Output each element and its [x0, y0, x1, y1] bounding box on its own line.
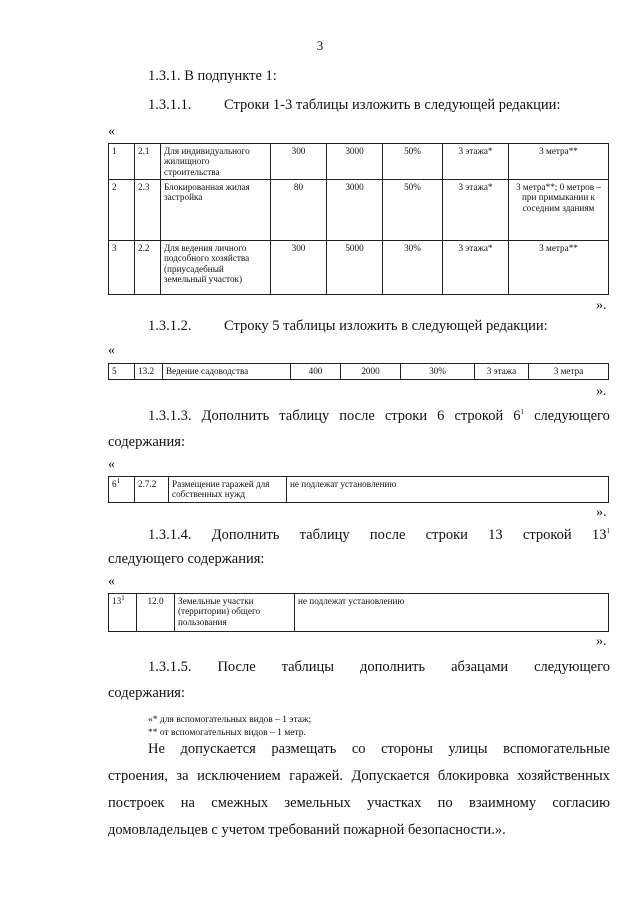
open-quote: « — [108, 343, 115, 358]
cell-max-area: 3000 — [327, 144, 383, 180]
subsection-3-number: 1.3.1.3. — [148, 408, 192, 424]
table-row — [109, 477, 609, 503]
close-quote: ». — [596, 634, 607, 649]
cell-code: 2.1 — [135, 144, 161, 180]
open-quote: « — [108, 574, 115, 589]
word: участках — [367, 795, 422, 811]
open-quote: « — [108, 457, 115, 472]
cell-num: 1 — [109, 144, 135, 180]
word: улицы — [448, 741, 488, 757]
para-line-3 — [108, 790, 610, 817]
word: Не — [148, 741, 165, 757]
cell-name: Ведение садоводства — [163, 364, 291, 380]
word: на — [180, 795, 195, 811]
footnote-2: ** от вспомогательных видов – 1 метр. — [148, 728, 306, 738]
cell-min-area: 300 — [271, 144, 327, 180]
cell-setback: 3 метра — [529, 364, 609, 380]
table-row — [109, 180, 609, 241]
word: хозяйственных — [517, 768, 610, 784]
cell-max-area: 5000 — [327, 241, 383, 295]
subsection-4-line2: следующего содержания: — [108, 551, 265, 567]
cell-num: 2 — [109, 180, 135, 241]
subsection-4-line1 — [148, 527, 610, 544]
subsection-1-text: Строки 1-3 таблицы изложить в следующей редакции: — [224, 97, 561, 113]
subsection-5-line2: содержания: — [108, 685, 186, 701]
cell-floors: 3 этажа* — [443, 144, 509, 180]
cell-min-area: 300 — [271, 241, 327, 295]
cell-code: 2.2 — [135, 241, 161, 295]
cell-percent: 50% — [383, 180, 443, 241]
table-row — [109, 144, 609, 180]
cell-name: Блокированная жилая застройка — [161, 180, 271, 241]
cell-value: не подлежат установлению — [287, 477, 609, 503]
cell-min-area: 400 — [291, 364, 341, 380]
subsection-4-number: 1.3.1.4. — [148, 527, 192, 543]
cell-num: $13^1$ — [109, 594, 137, 632]
subsection-5-line1 — [148, 659, 610, 676]
table-row-13-1 — [108, 593, 609, 632]
word: строки — [384, 408, 428, 424]
row-ref: $6^1$ — [513, 408, 525, 424]
cell-setback: 3 метра**; 0 метров – при примыкании к соседним зданиям — [509, 180, 609, 241]
word: таблицы — [281, 659, 335, 675]
table-row — [109, 241, 609, 295]
word: блокировка — [437, 768, 509, 784]
para-line-1 — [108, 736, 610, 763]
cell-name: Земельные участки (территории) общего пользования — [175, 594, 295, 632]
close-quote: ». — [596, 384, 607, 399]
cell-percent: 30% — [383, 241, 443, 295]
word: Дополнить — [211, 527, 280, 543]
cell-code: 13.2 — [135, 364, 163, 380]
section-heading: 1.3.1. В подпункте 1: — [148, 68, 277, 84]
word: за — [176, 768, 189, 784]
word: Дополнить — [201, 408, 270, 424]
cell-code: 12.0 — [137, 594, 175, 632]
cell-max-area: 2000 — [341, 364, 401, 380]
close-quote: ». — [596, 298, 607, 313]
cell-percent: 50% — [383, 144, 443, 180]
word: строкой — [454, 408, 504, 424]
subsection-3-line2: содержания: — [108, 434, 186, 450]
final-paragraph — [108, 736, 610, 844]
word: после — [369, 527, 406, 543]
para-line-4: домовладельцев с учетом требований пожарной безопасности.». — [108, 822, 506, 838]
word: после — [339, 408, 375, 424]
cell-percent: 30% — [401, 364, 475, 380]
word: исключением — [197, 768, 281, 784]
word: таблицу — [279, 408, 330, 424]
word: допускается — [180, 741, 256, 757]
cell-num: 5 — [109, 364, 135, 380]
word: согласию — [552, 795, 610, 811]
word: следующего — [534, 408, 610, 424]
subsection-2-number: 1.3.1.2. — [148, 318, 192, 334]
word: со — [351, 741, 366, 757]
word: следующего — [534, 659, 610, 675]
table-row-5 — [108, 363, 609, 380]
row-ref: $13^1$ — [591, 527, 610, 543]
word: размещать — [271, 741, 337, 757]
table-row-6-1 — [108, 476, 609, 503]
subsection-3-line1 — [148, 408, 610, 425]
cell-code: 2.3 — [135, 180, 161, 241]
cell-code: 2.7.2 — [135, 477, 169, 503]
cell-floors: 3 этажа* — [443, 180, 509, 241]
table-rows-1-3 — [108, 143, 609, 295]
word: строкой — [522, 527, 572, 543]
word: стороны — [381, 741, 433, 757]
open-quote: « — [108, 124, 115, 139]
cell-min-area: 80 — [271, 180, 327, 241]
para-line-2 — [108, 763, 610, 790]
word: смежных — [211, 795, 269, 811]
table-row — [109, 364, 609, 380]
subsection-2-text: Строку 5 таблицы изложить в следующей редакции: — [224, 318, 548, 334]
word: строки — [425, 527, 468, 543]
word: дополнить — [359, 659, 426, 675]
word: вспомогательные — [503, 741, 610, 757]
word: 6 — [437, 408, 445, 424]
cell-num: $6^1$ — [109, 477, 135, 503]
footnote-1: «* для вспомогательных видов – 1 этаж; — [148, 715, 312, 725]
word: таблицу — [299, 527, 350, 543]
cell-name: Для ведения личного подсобного хозяйства (приусадебный земельный участок) — [161, 241, 271, 295]
cell-name: Для индивидуального жилищного строительства — [161, 144, 271, 180]
cell-floors: 3 этажа — [475, 364, 529, 380]
cell-value: не подлежат установлению — [295, 594, 609, 632]
word: Допускается — [351, 768, 430, 784]
word: После — [217, 659, 256, 675]
word: абзацами — [451, 659, 509, 675]
word: строения, — [108, 768, 168, 784]
table-row — [109, 594, 609, 632]
cell-num: 3 — [109, 241, 135, 295]
word: взаимному — [468, 795, 537, 811]
close-quote: ». — [596, 505, 607, 520]
cell-setback: 3 метра** — [509, 241, 609, 295]
word: 13 — [488, 527, 503, 543]
word: земельных — [284, 795, 351, 811]
cell-floors: 3 этажа* — [443, 241, 509, 295]
subsection-5-number: 1.3.1.5. — [148, 659, 192, 675]
word: по — [437, 795, 453, 811]
word: гаражей. — [289, 768, 343, 784]
page-number: 3 — [316, 38, 324, 53]
word: построек — [108, 795, 165, 811]
subsection-1-number: 1.3.1.1. — [148, 97, 192, 113]
cell-setback: 3 метра** — [509, 144, 609, 180]
cell-max-area: 3000 — [327, 180, 383, 241]
cell-name: Размещение гаражей для собственных нужд — [169, 477, 287, 503]
